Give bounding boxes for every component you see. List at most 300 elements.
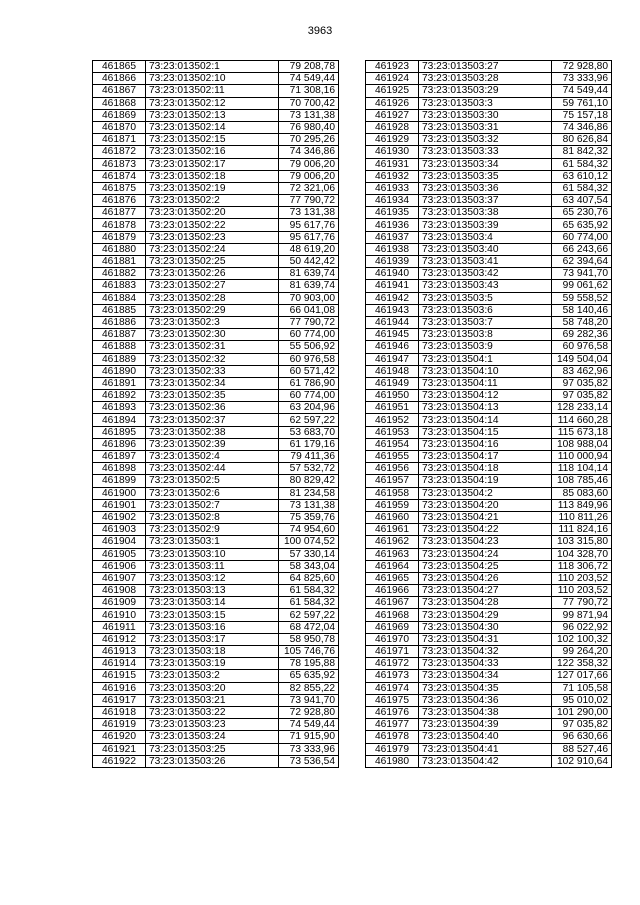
table-row <box>366 633 612 645</box>
value-cell: 105 746,76 <box>279 646 339 658</box>
table-row <box>93 438 339 450</box>
record-number-cell: 461911 <box>93 621 146 633</box>
value-cell: 149 504,04 <box>552 353 612 365</box>
record-number-cell: 461916 <box>93 682 146 694</box>
record-number-cell: 461915 <box>93 670 146 682</box>
value-cell: 110 811,26 <box>552 511 612 523</box>
value-cell: 110 203,52 <box>552 572 612 584</box>
record-number-cell: 461977 <box>366 719 419 731</box>
cadastral-number-cell: 73:23:013502:1 <box>146 61 279 73</box>
value-cell: 76 980,40 <box>279 121 339 133</box>
cadastral-number-cell: 73:23:013504:33 <box>419 658 552 670</box>
cadastral-number-cell: 73:23:013504:40 <box>419 731 552 743</box>
value-cell: 53 683,70 <box>279 426 339 438</box>
value-cell: 127 017,66 <box>552 670 612 682</box>
record-number-cell: 461884 <box>93 292 146 304</box>
value-cell: 75 359,76 <box>279 511 339 523</box>
table-row <box>366 256 612 268</box>
value-cell: 97 035,82 <box>552 390 612 402</box>
table-row <box>366 292 612 304</box>
record-number-cell: 461971 <box>366 646 419 658</box>
value-cell: 61 584,32 <box>552 158 612 170</box>
cadastral-number-cell: 73:23:013503:21 <box>146 694 279 706</box>
table-row <box>93 731 339 743</box>
table-row <box>366 646 612 658</box>
cadastral-number-cell: 73:23:013503:2 <box>146 670 279 682</box>
cadastral-number-cell: 73:23:013504:24 <box>419 548 552 560</box>
cadastral-number-cell: 73:23:013504:30 <box>419 621 552 633</box>
record-number-cell: 461951 <box>366 402 419 414</box>
value-cell: 63 610,12 <box>552 170 612 182</box>
table-row <box>93 61 339 73</box>
record-number-cell: 461877 <box>93 207 146 219</box>
record-number-cell: 461871 <box>93 134 146 146</box>
cadastral-number-cell: 73:23:013504:25 <box>419 560 552 572</box>
record-number-cell: 461957 <box>366 475 419 487</box>
cadastral-number-cell: 73:23:013502:9 <box>146 524 279 536</box>
table-row <box>366 390 612 402</box>
record-number-cell: 461922 <box>93 755 146 767</box>
value-cell: 73 333,96 <box>279 743 339 755</box>
value-cell: 103 315,80 <box>552 536 612 548</box>
table-row <box>93 243 339 255</box>
record-number-cell: 461925 <box>366 85 419 97</box>
record-number-cell: 461944 <box>366 316 419 328</box>
table-row <box>93 256 339 268</box>
cadastral-number-cell: 73:23:013503:22 <box>146 706 279 718</box>
value-cell: 61 584,32 <box>279 597 339 609</box>
cadastral-number-cell: 73:23:013503:34 <box>419 158 552 170</box>
cadastral-number-cell: 73:23:013502:5 <box>146 475 279 487</box>
value-cell: 99 871,94 <box>552 609 612 621</box>
cadastral-number-cell: 73:23:013504:10 <box>419 365 552 377</box>
record-number-cell: 461885 <box>93 304 146 316</box>
cadastral-number-cell: 73:23:013504:39 <box>419 719 552 731</box>
table-row <box>93 694 339 706</box>
cadastral-number-cell: 73:23:013502:18 <box>146 170 279 182</box>
record-number-cell: 461979 <box>366 743 419 755</box>
table-row <box>366 268 612 280</box>
value-cell: 57 330,14 <box>279 548 339 560</box>
value-cell: 55 506,92 <box>279 341 339 353</box>
table-row <box>93 511 339 523</box>
record-number-cell: 461876 <box>93 195 146 207</box>
value-cell: 63 407,54 <box>552 195 612 207</box>
table-row <box>93 572 339 584</box>
cadastral-number-cell: 73:23:013503:38 <box>419 207 552 219</box>
cadastral-number-cell: 73:23:013503:30 <box>419 109 552 121</box>
table-row <box>93 134 339 146</box>
record-number-cell: 461935 <box>366 207 419 219</box>
value-cell: 85 083,60 <box>552 487 612 499</box>
value-cell: 61 584,32 <box>279 585 339 597</box>
table-row <box>93 195 339 207</box>
cadastral-number-cell: 73:23:013504:14 <box>419 414 552 426</box>
table-row <box>93 658 339 670</box>
record-number-cell: 461953 <box>366 426 419 438</box>
value-cell: 80 829,42 <box>279 475 339 487</box>
value-cell: 58 748,20 <box>552 316 612 328</box>
record-number-cell: 461913 <box>93 646 146 658</box>
table-row <box>366 451 612 463</box>
table-row <box>366 414 612 426</box>
table-row <box>366 658 612 670</box>
record-number-cell: 461912 <box>93 633 146 645</box>
table-row <box>366 195 612 207</box>
value-cell: 73 131,38 <box>279 109 339 121</box>
record-number-cell: 461908 <box>93 585 146 597</box>
cadastral-number-cell: 73:23:013503:6 <box>419 304 552 316</box>
table-row <box>93 73 339 85</box>
value-cell: 99 061,62 <box>552 280 612 292</box>
cadastral-number-cell: 73:23:013503:42 <box>419 268 552 280</box>
table-row <box>93 158 339 170</box>
cadastral-number-cell: 73:23:013503:17 <box>146 633 279 645</box>
cadastral-number-cell: 73:23:013502:29 <box>146 304 279 316</box>
value-cell: 118 306,72 <box>552 560 612 572</box>
record-number-cell: 461870 <box>93 121 146 133</box>
value-cell: 74 346,86 <box>552 121 612 133</box>
cadastral-number-cell: 73:23:013503:40 <box>419 243 552 255</box>
table-row <box>93 682 339 694</box>
table-body <box>366 61 612 768</box>
record-number-cell: 461921 <box>93 743 146 755</box>
table-row <box>93 316 339 328</box>
value-cell: 72 928,80 <box>279 706 339 718</box>
value-cell: 71 915,90 <box>279 731 339 743</box>
value-cell: 110 000,94 <box>552 451 612 463</box>
table-row <box>366 511 612 523</box>
table-row <box>366 609 612 621</box>
cadastral-number-cell: 73:23:013503:7 <box>419 316 552 328</box>
cadastral-number-cell: 73:23:013502:11 <box>146 85 279 97</box>
cadastral-number-cell: 73:23:013502:31 <box>146 341 279 353</box>
table-row <box>93 402 339 414</box>
table-row <box>366 219 612 231</box>
cadastral-number-cell: 73:23:013504:12 <box>419 390 552 402</box>
table-row <box>366 487 612 499</box>
record-number-cell: 461945 <box>366 329 419 341</box>
value-cell: 65 635,92 <box>552 219 612 231</box>
value-cell: 74 549,44 <box>279 719 339 731</box>
value-cell: 57 532,72 <box>279 463 339 475</box>
table-row <box>366 316 612 328</box>
record-number-cell: 461889 <box>93 353 146 365</box>
cadastral-number-cell: 73:23:013502:25 <box>146 256 279 268</box>
cadastral-number-cell: 73:23:013504:32 <box>419 646 552 658</box>
table-row <box>366 304 612 316</box>
record-number-cell: 461929 <box>366 134 419 146</box>
record-number-cell: 461942 <box>366 292 419 304</box>
table-row <box>93 536 339 548</box>
table-row <box>93 719 339 731</box>
value-cell: 83 462,96 <box>552 365 612 377</box>
record-number-cell: 461872 <box>93 146 146 158</box>
cadastral-number-cell: 73:23:013504:42 <box>419 755 552 767</box>
record-number-cell: 461963 <box>366 548 419 560</box>
cadastral-number-cell: 73:23:013503:39 <box>419 219 552 231</box>
record-number-cell: 461892 <box>93 390 146 402</box>
value-cell: 58 950,78 <box>279 633 339 645</box>
cadastral-number-cell: 73:23:013502:15 <box>146 134 279 146</box>
table-row <box>366 341 612 353</box>
cadastral-number-cell: 73:23:013503:33 <box>419 146 552 158</box>
cadastral-number-cell: 73:23:013504:2 <box>419 487 552 499</box>
value-cell: 48 619,20 <box>279 243 339 255</box>
table-row <box>366 182 612 194</box>
table-row <box>366 731 612 743</box>
cadastral-number-cell: 73:23:013503:16 <box>146 621 279 633</box>
value-cell: 128 233,14 <box>552 402 612 414</box>
table-row <box>366 585 612 597</box>
cadastral-number-cell: 73:23:013503:27 <box>419 61 552 73</box>
value-cell: 68 472,04 <box>279 621 339 633</box>
record-number-cell: 461914 <box>93 658 146 670</box>
cadastral-number-cell: 73:23:013504:41 <box>419 743 552 755</box>
cadastral-number-cell: 73:23:013502:30 <box>146 329 279 341</box>
record-number-cell: 461972 <box>366 658 419 670</box>
table-row <box>93 475 339 487</box>
table-row <box>366 621 612 633</box>
record-number-cell: 461934 <box>366 195 419 207</box>
cadastral-number-cell: 73:23:013503:3 <box>419 97 552 109</box>
value-cell: 72 321,06 <box>279 182 339 194</box>
record-number-cell: 461928 <box>366 121 419 133</box>
record-number-cell: 461874 <box>93 170 146 182</box>
record-number-cell: 461890 <box>93 365 146 377</box>
table-row <box>93 451 339 463</box>
table-row <box>93 97 339 109</box>
record-number-cell: 461948 <box>366 365 419 377</box>
cadastral-number-cell: 73:23:013502:28 <box>146 292 279 304</box>
cadastral-number-cell: 73:23:013504:1 <box>419 353 552 365</box>
cadastral-number-cell: 73:23:013504:16 <box>419 438 552 450</box>
value-cell: 63 204,96 <box>279 402 339 414</box>
cadastral-number-cell: 73:23:013503:29 <box>419 85 552 97</box>
table-row <box>93 85 339 97</box>
value-cell: 102 910,64 <box>552 755 612 767</box>
table-row <box>366 694 612 706</box>
cadastral-number-cell: 73:23:013504:36 <box>419 694 552 706</box>
table-row <box>366 682 612 694</box>
value-cell: 88 527,46 <box>552 743 612 755</box>
table-row <box>366 329 612 341</box>
value-cell: 70 903,00 <box>279 292 339 304</box>
record-number-cell: 461923 <box>366 61 419 73</box>
value-cell: 78 195,88 <box>279 658 339 670</box>
table-row <box>366 499 612 511</box>
value-cell: 77 790,72 <box>552 597 612 609</box>
record-number-cell: 461952 <box>366 414 419 426</box>
table-row <box>366 463 612 475</box>
value-cell: 118 104,14 <box>552 463 612 475</box>
table-row <box>93 426 339 438</box>
value-cell: 102 100,32 <box>552 633 612 645</box>
value-cell: 114 660,28 <box>552 414 612 426</box>
value-cell: 111 824,16 <box>552 524 612 536</box>
record-number-cell: 461959 <box>366 499 419 511</box>
value-cell: 73 131,38 <box>279 207 339 219</box>
cadastral-number-cell: 73:23:013502:34 <box>146 377 279 389</box>
value-cell: 108 988,04 <box>552 438 612 450</box>
record-number-cell: 461879 <box>93 231 146 243</box>
cadastral-number-cell: 73:23:013502:8 <box>146 511 279 523</box>
record-number-cell: 461917 <box>93 694 146 706</box>
record-number-cell: 461875 <box>93 182 146 194</box>
cadastral-number-cell: 73:23:013504:13 <box>419 402 552 414</box>
value-cell: 62 597,22 <box>279 414 339 426</box>
record-number-cell: 461904 <box>93 536 146 548</box>
table-row <box>93 353 339 365</box>
cadastral-number-cell: 73:23:013502:12 <box>146 97 279 109</box>
record-number-cell: 461941 <box>366 280 419 292</box>
record-number-cell: 461888 <box>93 341 146 353</box>
record-number-cell: 461973 <box>366 670 419 682</box>
cadastral-number-cell: 73:23:013504:21 <box>419 511 552 523</box>
record-number-cell: 461869 <box>93 109 146 121</box>
cadastral-number-cell: 73:23:013503:19 <box>146 658 279 670</box>
value-cell: 62 597,22 <box>279 609 339 621</box>
value-cell: 65 635,92 <box>279 670 339 682</box>
cadastral-number-cell: 73:23:013503:31 <box>419 121 552 133</box>
cadastral-number-cell: 73:23:013504:31 <box>419 633 552 645</box>
table-row <box>93 377 339 389</box>
cadastral-number-cell: 73:23:013502:27 <box>146 280 279 292</box>
value-cell: 95 617,76 <box>279 231 339 243</box>
record-number-cell: 461868 <box>93 97 146 109</box>
table-row <box>93 621 339 633</box>
cadastral-number-cell: 73:23:013502:35 <box>146 390 279 402</box>
table-row <box>366 572 612 584</box>
table-row <box>366 73 612 85</box>
value-cell: 79 411,36 <box>279 451 339 463</box>
value-cell: 60 774,00 <box>279 329 339 341</box>
table-row <box>93 487 339 499</box>
record-number-cell: 461909 <box>93 597 146 609</box>
cadastral-number-cell: 73:23:013503:20 <box>146 682 279 694</box>
value-cell: 62 394,64 <box>552 256 612 268</box>
record-number-cell: 461880 <box>93 243 146 255</box>
record-number-cell: 461958 <box>366 487 419 499</box>
value-cell: 81 842,32 <box>552 146 612 158</box>
table-row <box>366 61 612 73</box>
table-row <box>366 146 612 158</box>
cadastral-number-cell: 73:23:013502:16 <box>146 146 279 158</box>
value-cell: 79 006,20 <box>279 170 339 182</box>
record-number-cell: 461961 <box>366 524 419 536</box>
table-row <box>93 633 339 645</box>
cadastral-number-cell: 73:23:013504:29 <box>419 609 552 621</box>
record-number-cell: 461937 <box>366 231 419 243</box>
record-number-cell: 461919 <box>93 719 146 731</box>
record-number-cell: 461968 <box>366 609 419 621</box>
cadastral-number-cell: 73:23:013504:11 <box>419 377 552 389</box>
value-cell: 65 230,76 <box>552 207 612 219</box>
cadastral-number-cell: 73:23:013502:24 <box>146 243 279 255</box>
table-row <box>366 158 612 170</box>
cadastral-number-cell: 73:23:013502:6 <box>146 487 279 499</box>
record-number-cell: 461931 <box>366 158 419 170</box>
cadastral-number-cell: 73:23:013502:33 <box>146 365 279 377</box>
record-number-cell: 461891 <box>93 377 146 389</box>
table-row <box>93 146 339 158</box>
value-cell: 66 243,66 <box>552 243 612 255</box>
table-row <box>366 402 612 414</box>
record-number-cell: 461940 <box>366 268 419 280</box>
cadastral-number-cell: 73:23:013503:11 <box>146 560 279 572</box>
record-number-cell: 461967 <box>366 597 419 609</box>
cadastral-number-cell: 73:23:013502:19 <box>146 182 279 194</box>
record-number-cell: 461886 <box>93 316 146 328</box>
value-cell: 96 630,66 <box>552 731 612 743</box>
record-number-cell: 461903 <box>93 524 146 536</box>
cadastral-number-cell: 73:23:013502:39 <box>146 438 279 450</box>
record-number-cell: 461950 <box>366 390 419 402</box>
cadastral-number-cell: 73:23:013502:44 <box>146 463 279 475</box>
value-cell: 70 295,26 <box>279 134 339 146</box>
table-row <box>93 268 339 280</box>
cadastral-number-cell: 73:23:013503:28 <box>419 73 552 85</box>
table-row <box>93 670 339 682</box>
cadastral-number-cell: 73:23:013502:32 <box>146 353 279 365</box>
record-number-cell: 461898 <box>93 463 146 475</box>
cadastral-number-cell: 73:23:013503:26 <box>146 755 279 767</box>
record-number-cell: 461949 <box>366 377 419 389</box>
value-cell: 58 343,04 <box>279 560 339 572</box>
cadastral-number-cell: 73:23:013503:15 <box>146 609 279 621</box>
table-row <box>366 719 612 731</box>
value-cell: 61 179,16 <box>279 438 339 450</box>
table-row <box>93 219 339 231</box>
value-cell: 79 006,20 <box>279 158 339 170</box>
record-number-cell: 461878 <box>93 219 146 231</box>
table-row <box>93 499 339 511</box>
table-row <box>366 207 612 219</box>
cadastral-number-cell: 73:23:013504:38 <box>419 706 552 718</box>
table-row <box>93 170 339 182</box>
table-row <box>93 597 339 609</box>
table-row <box>366 597 612 609</box>
table-row <box>93 365 339 377</box>
value-cell: 70 700,42 <box>279 97 339 109</box>
table-row <box>366 377 612 389</box>
cadastral-number-cell: 73:23:013503:9 <box>419 341 552 353</box>
table-row <box>93 706 339 718</box>
value-cell: 60 774,00 <box>552 231 612 243</box>
record-number-cell: 461866 <box>93 73 146 85</box>
value-cell: 73 941,70 <box>279 694 339 706</box>
table-row <box>93 304 339 316</box>
table-row <box>93 280 339 292</box>
table-row <box>366 121 612 133</box>
record-number-cell: 461966 <box>366 585 419 597</box>
cadastral-number-cell: 73:23:013503:23 <box>146 719 279 731</box>
value-cell: 95 617,76 <box>279 219 339 231</box>
cadastral-number-cell: 73:23:013504:23 <box>419 536 552 548</box>
table-row <box>93 121 339 133</box>
record-number-cell: 461962 <box>366 536 419 548</box>
cadastral-number-cell: 73:23:013504:27 <box>419 585 552 597</box>
table-row <box>366 548 612 560</box>
record-number-cell: 461924 <box>366 73 419 85</box>
table-row <box>366 743 612 755</box>
value-cell: 50 442,42 <box>279 256 339 268</box>
table-row <box>93 329 339 341</box>
cadastral-table-left <box>92 60 339 768</box>
record-number-cell: 461899 <box>93 475 146 487</box>
record-number-cell: 461902 <box>93 511 146 523</box>
value-cell: 60 976,58 <box>552 341 612 353</box>
